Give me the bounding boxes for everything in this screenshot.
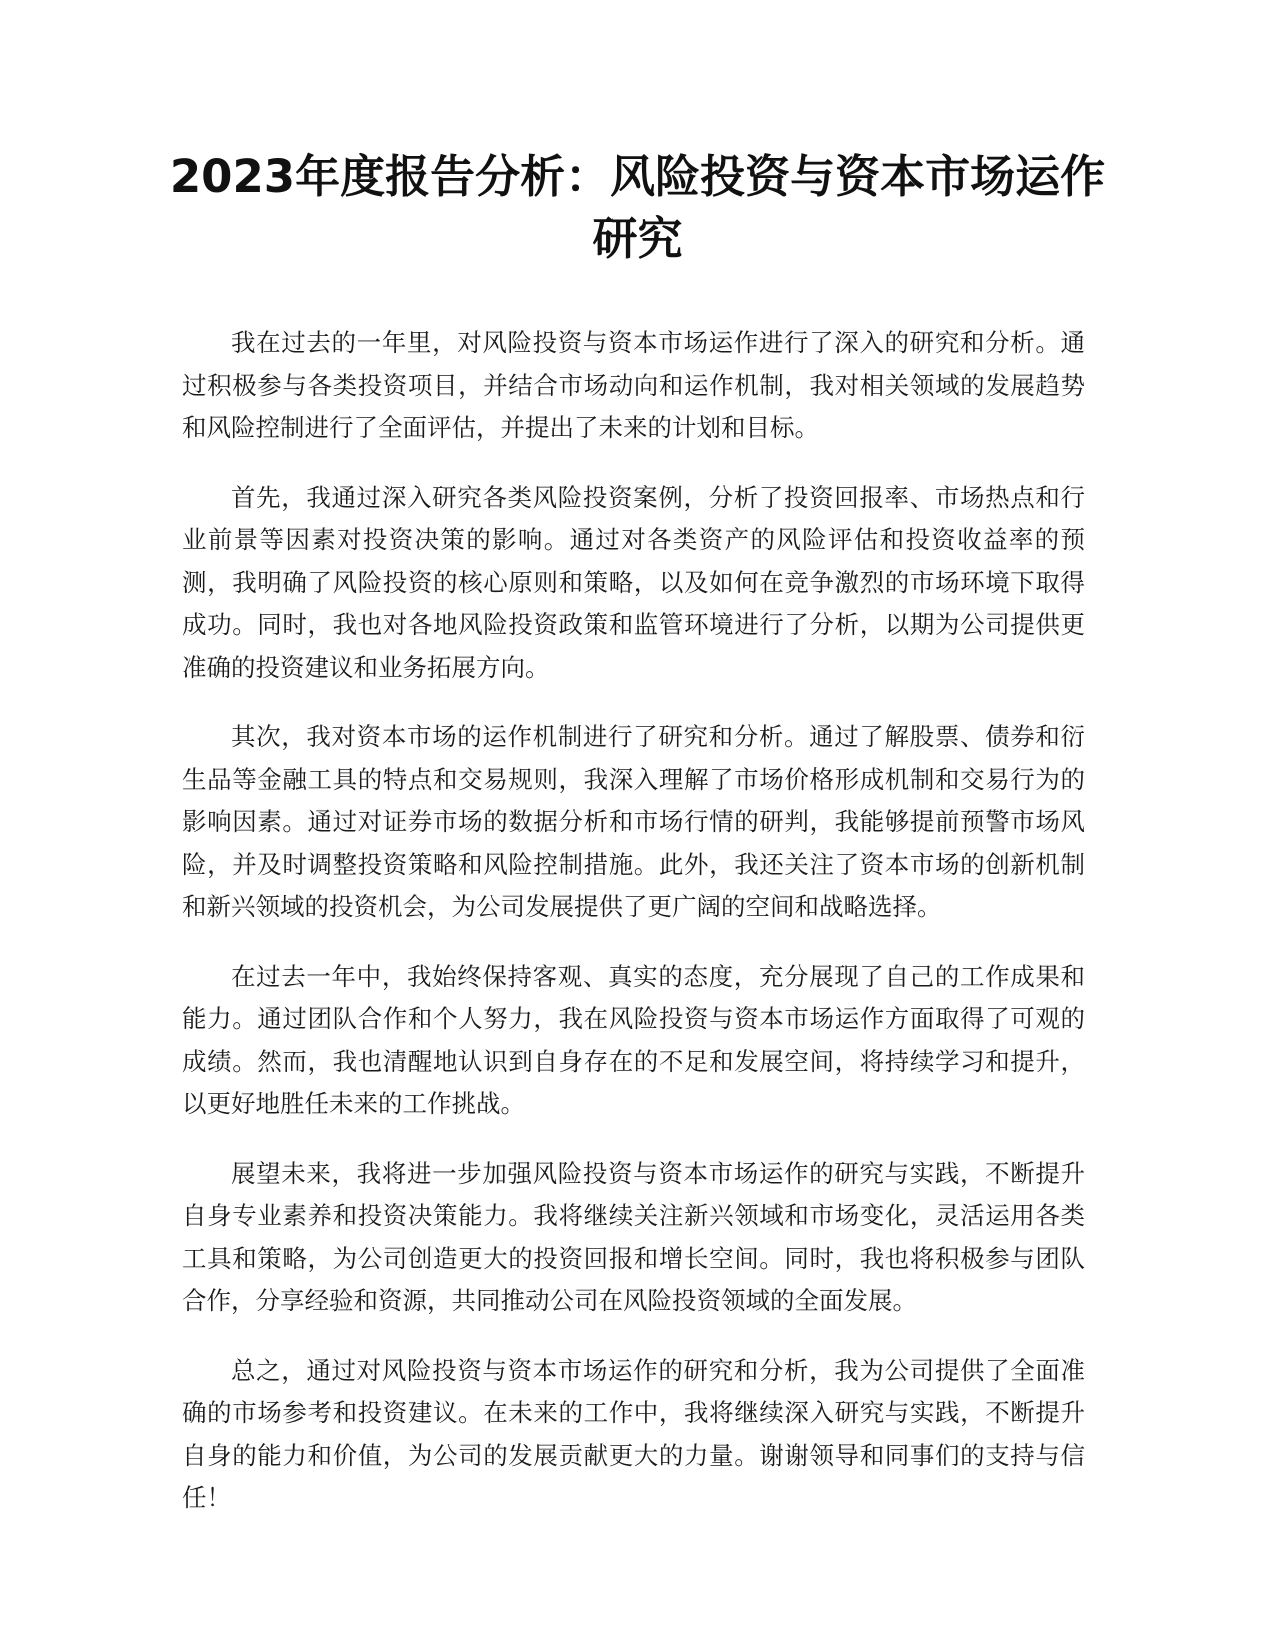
- paragraph-3: 其次，我对资本市场的运作机制进行了研究和分析。通过了解股票、债券和衍生品等金融工具的特点和交易规则，我深入理解了市场价格形成机制和交易行为的影响因素。通过对证券市场的数据分析和市场行情的研判，我能够提前预警市场风险，并及时调整投资策略和风险控制措施。此外，我还关注了资本市场的创新机制和新兴领域的投资机会，为公司发展提供了更广阔的空间和战略选择。: [182, 722, 1085, 921]
- document-title: 2023年度报告分析：风险投资与资本市场运作研究: [169, 150, 1106, 265]
- document-body: [182, 322, 1085, 1547]
- paragraph-1: 我在过去的一年里，对风险投资与资本市场运作进行了深入的研究和分析。通过积极参与各类投资项目，并结合市场动向和运作机制，我对相关领域的发展趋势和风险控制进行了全面评估，并提出了未来的计划和目标。: [182, 328, 1085, 442]
- paragraph-4: 在过去一年中，我始终保持客观、真实的态度，充分展现了自己的工作成果和能力。通过团队合作和个人努力，我在风险投资与资本市场运作方面取得了可观的成绩。然而，我也清醒地认识到自身存在的不足和发展空间，将持续学习和提升，以更好地胜任未来的工作挑战。: [182, 961, 1085, 1118]
- paragraph-5: 展望未来，我将进一步加强风险投资与资本市场运作的研究与实践，不断提升自身专业素养和投资决策能力。我将继续关注新兴领域和市场变化，灵活运用各类工具和策略，为公司创造更大的投资回报和增长空间。同时，我也将积极参与团队合作，分享经验和资源，共同推动公司在风险投资领域的全面发展。: [182, 1158, 1085, 1315]
- paragraph-6: 总之，通过对风险投资与资本市场运作的研究和分析，我为公司提供了全面准确的市场参考和投资建议。在未来的工作中，我将继续深入研究与实践，不断提升自身的能力和价值，为公司的发展贡献更大的力量。谢谢领导和同事们的支持与信任！: [182, 1355, 1085, 1512]
- paragraph-2: 首先，我通过深入研究各类风险投资案例，分析了投资回报率、市场热点和行业前景等因素对投资决策的影响。通过对各类资产的风险评估和投资收益率的预测，我明确了风险投资的核心原则和策略，以及如何在竞争激烈的市场环境下取得成功。同时，我也对各地风险投资政策和监管环境进行了分析，以期为公司提供更准确的投资建议和业务拓展方向。: [182, 482, 1085, 682]
